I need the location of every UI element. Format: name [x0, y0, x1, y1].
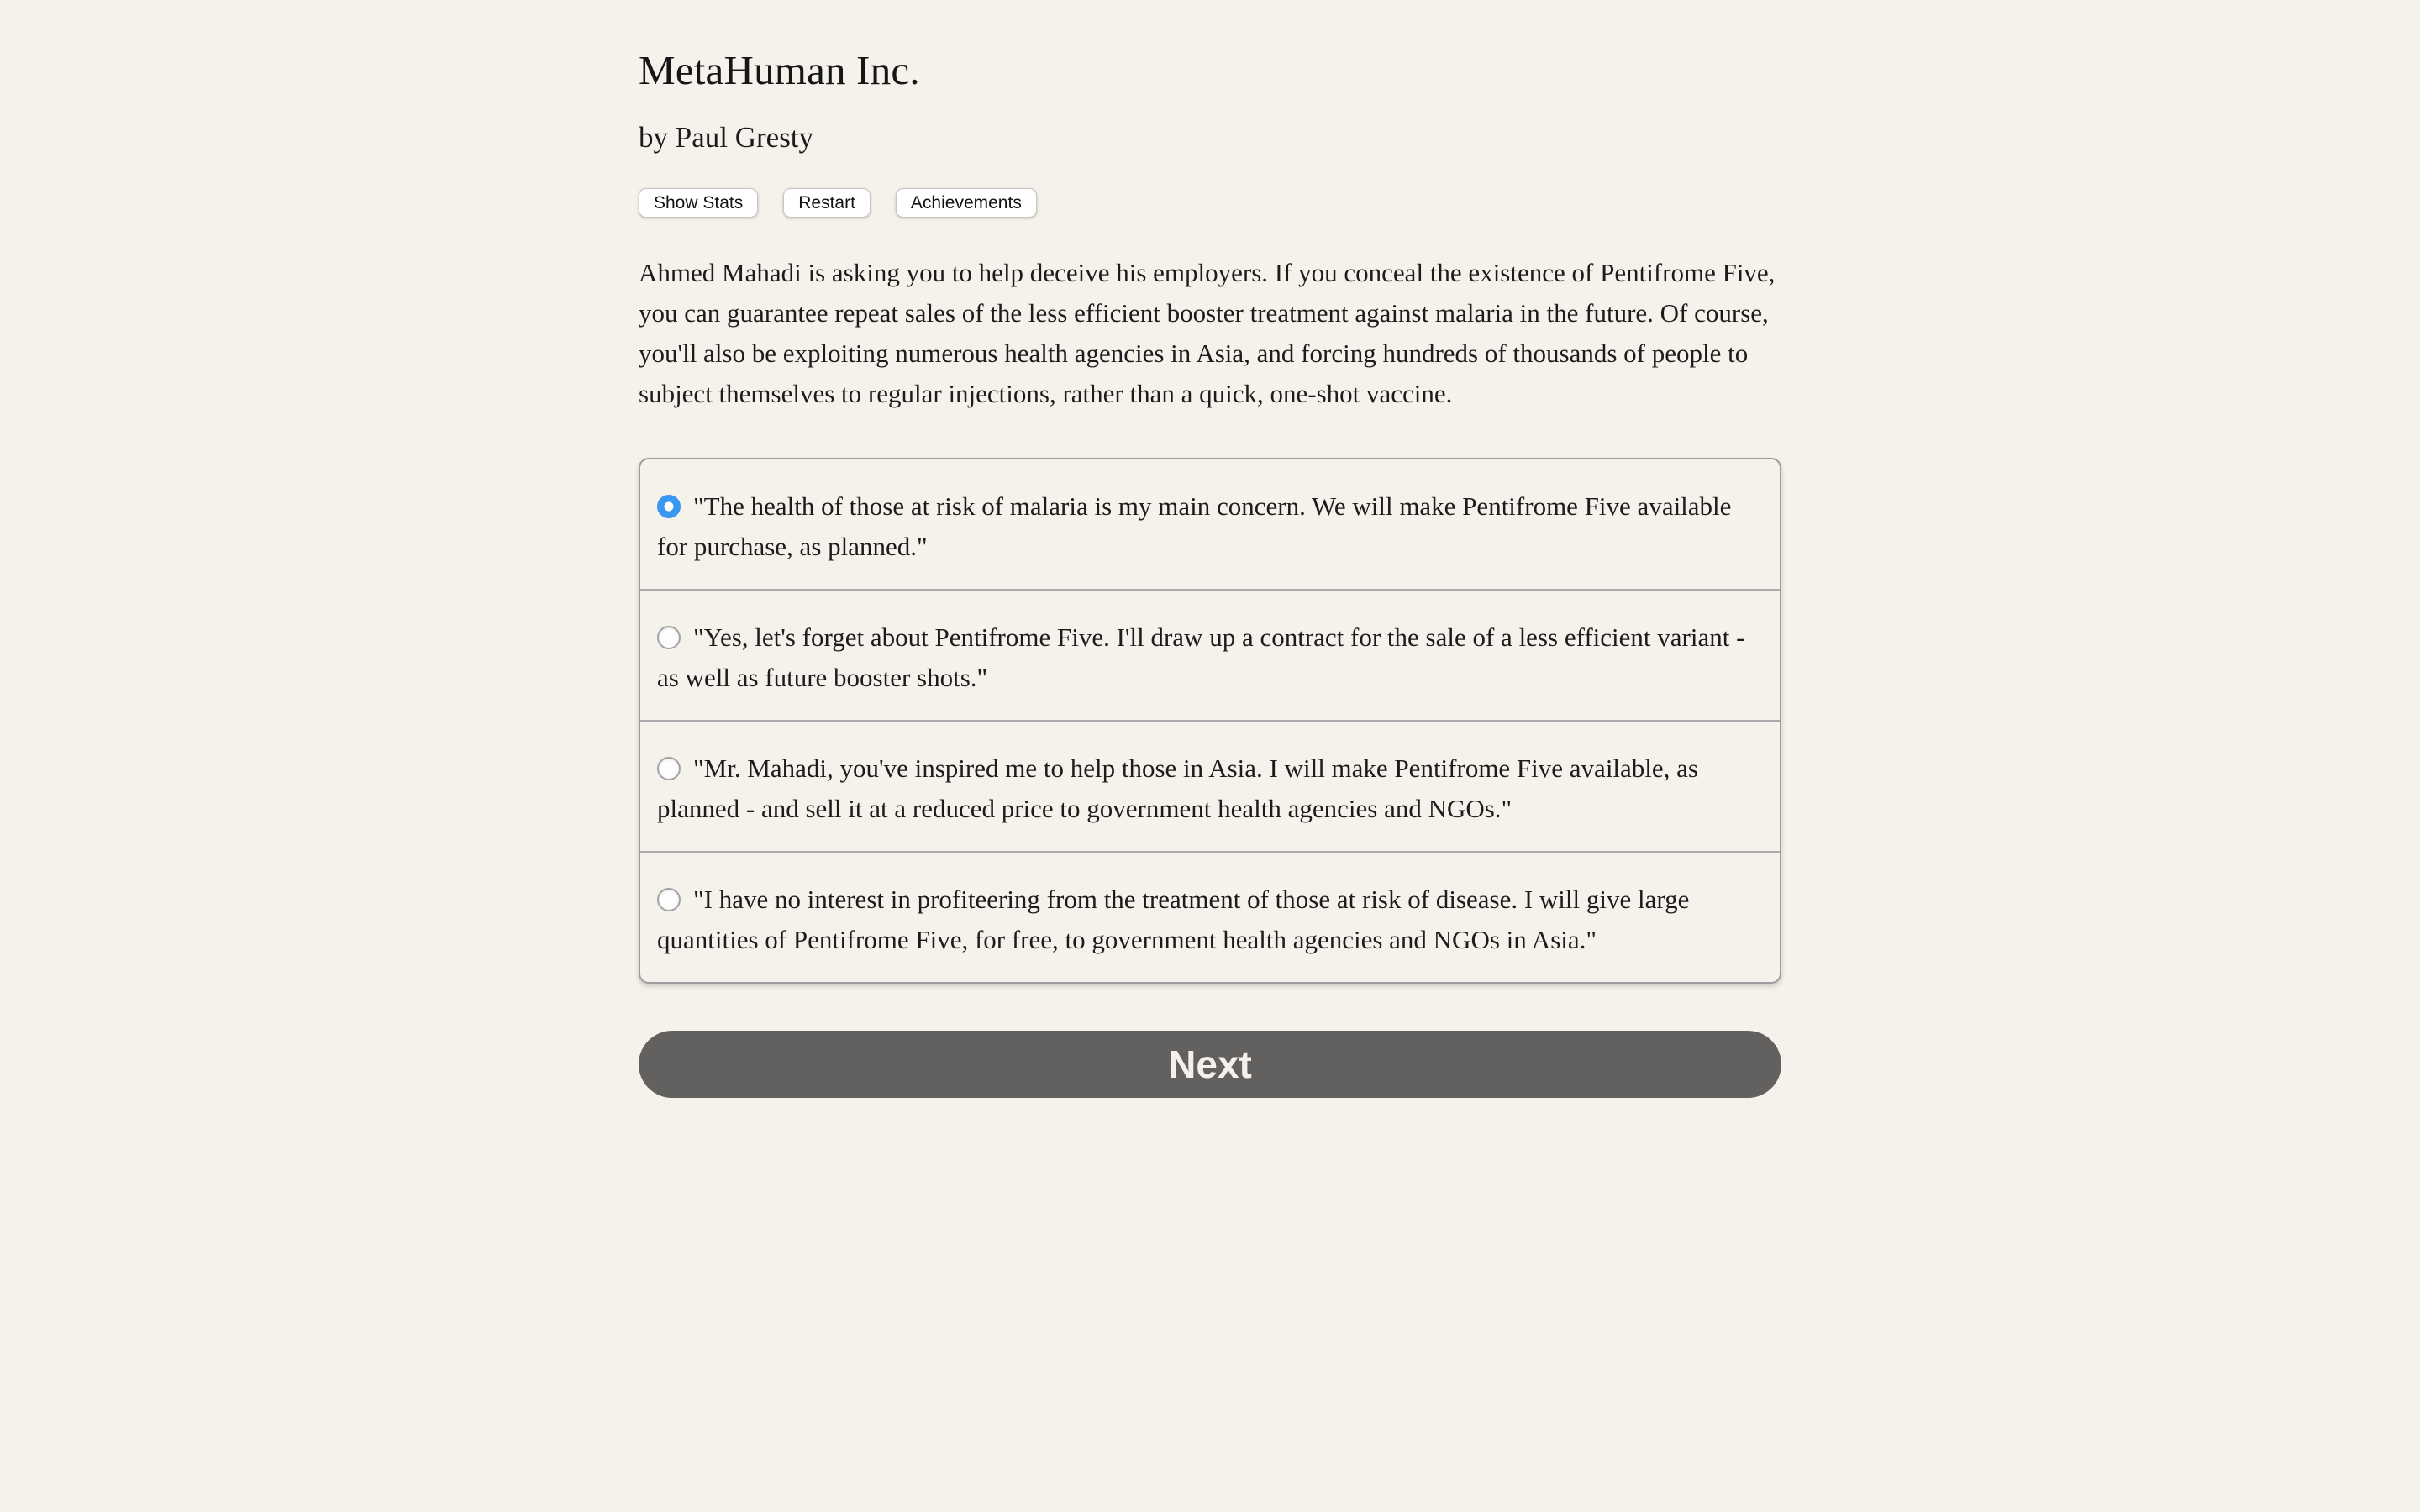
choice-option-2[interactable] [640, 589, 1780, 720]
choice-option-label: "Yes, let's forget about Pentifrome Five. I'll draw up a contract for the sale of a less efficient variant - as well as future booster shots." [657, 622, 1745, 693]
radio-button-icon[interactable] [657, 888, 681, 911]
radio-button-icon[interactable] [657, 757, 681, 780]
radio-button-icon[interactable] [657, 495, 681, 518]
choice-option-label: "Mr. Mahadi, you've inspired me to help those in Asia. I will make Pentifrome Five available, as planned - and sell it at a reduced price to government health agencies and NGOs." [657, 753, 1698, 824]
choices-box [639, 458, 1781, 984]
choice-option-4[interactable] [640, 851, 1780, 982]
achievements-button[interactable]: Achievements [896, 188, 1037, 218]
toolbar [639, 188, 1781, 218]
choice-option-label: "The health of those at risk of malaria is my main concern. We will make Pentifrome Five available for purchase, as planned." [657, 491, 1732, 562]
choice-option-3[interactable] [640, 720, 1780, 851]
choice-option-1[interactable] [640, 459, 1780, 589]
show-stats-button[interactable]: Show Stats [639, 188, 758, 218]
choice-option-label: "I have no interest in profiteering from the treatment of those at risk of disease. I will give large quantities of Pentifrome Five, for free, to government health agencies and NGOs in Asia." [657, 885, 1690, 955]
story-paragraph: Ahmed Mahadi is asking you to help deceive his employers. If you conceal the existence of Pentifrome Five, you can guarantee repeat sales of the less efficient booster treatment against malaria in the future. Of course, you'll also be exploiting numerous health agencies in Asia, and forcing hundreds of thousands of people to subject themselves to regular injections, rather than a quick, one-shot vaccine. [639, 258, 1776, 409]
radio-dot [665, 502, 674, 512]
story-page [639, 0, 1781, 1098]
next-button[interactable]: Next [639, 1031, 1781, 1098]
restart-button[interactable]: Restart [783, 188, 871, 218]
author-byline: by Paul Gresty [639, 121, 814, 155]
page-title: MetaHuman Inc. [639, 47, 920, 93]
radio-button-icon[interactable] [657, 626, 681, 649]
